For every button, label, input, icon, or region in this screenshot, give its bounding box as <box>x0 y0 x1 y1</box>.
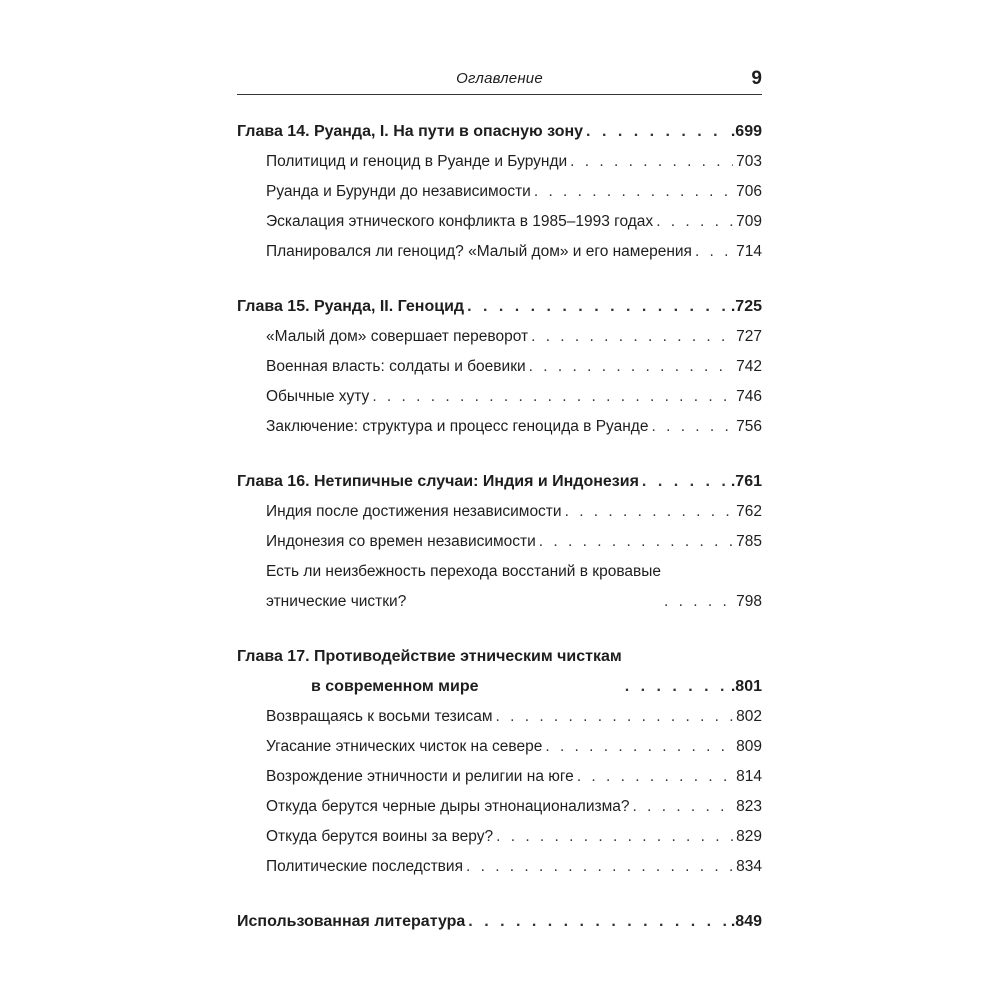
entry-title: Планировался ли геноцид? «Малый дом» и его намерения <box>266 243 692 260</box>
toc-entry[interactable] <box>237 177 762 207</box>
entry-page: 762 <box>736 503 762 520</box>
dot-leader <box>531 322 733 352</box>
entry-page: 834 <box>736 858 762 875</box>
toc-entry[interactable] <box>237 497 762 527</box>
entry-title: Эскалация этнического конфликта в 1985–1993 годах <box>266 213 654 230</box>
chapter-title-line1: Глава 17. Противодействие этническим чисткам <box>237 648 622 665</box>
entry-page: 829 <box>736 828 762 845</box>
entry-page: 809 <box>736 738 762 755</box>
dot-leader <box>466 852 733 882</box>
toc-entry[interactable] <box>237 762 762 792</box>
entry-title: Индия после достижения независимости <box>266 503 562 520</box>
dot-leader <box>468 907 728 937</box>
entry-page: 798 <box>736 593 762 610</box>
entry-page: 706 <box>736 183 762 200</box>
toc-entry[interactable] <box>237 557 762 617</box>
chapter-heading[interactable] <box>237 117 762 147</box>
running-title: Оглавление <box>456 70 543 87</box>
entry-title <box>266 557 661 617</box>
entry-title-line1: Есть ли неизбежность перехода восстаний в кровавые <box>266 563 661 580</box>
chapter-page: .849 <box>730 913 762 930</box>
chapter-page: .801 <box>730 678 762 695</box>
chapter-title: Глава 16. Нетипичные случаи: Индия и Индонезия <box>237 473 639 490</box>
entry-title: Угасание этнических чисток на севере <box>266 738 543 755</box>
chapter-title: Использованная литература <box>237 913 466 930</box>
entry-title: Индонезия со времен независимости <box>266 533 536 550</box>
toc-section-ch14 <box>237 117 762 267</box>
dot-leader <box>467 292 728 322</box>
dot-leader <box>642 467 728 497</box>
dot-leader <box>496 822 733 852</box>
chapter-page: .725 <box>730 298 762 315</box>
entry-page: 703 <box>736 153 762 170</box>
table-of-contents <box>237 117 762 962</box>
entry-page: 802 <box>736 708 762 725</box>
toc-entry[interactable] <box>237 322 762 352</box>
entry-title: Возрождение этничности и религии на юге <box>266 768 574 785</box>
toc-entry[interactable] <box>237 147 762 177</box>
entry-title: Возвращаясь к восьми тезисам <box>266 708 493 725</box>
dot-leader <box>534 177 733 207</box>
dot-leader <box>695 237 733 267</box>
dot-leader <box>632 792 733 822</box>
toc-entry[interactable] <box>237 207 762 237</box>
toc-entry[interactable] <box>237 382 762 412</box>
entry-title: Политические последствия <box>266 858 463 875</box>
entry-title: Откуда берутся черные дыры этнонационализма? <box>266 798 630 815</box>
chapter-page: .761 <box>730 473 762 490</box>
dot-leader <box>651 412 733 442</box>
chapter-page: .699 <box>730 123 762 140</box>
toc-entry[interactable] <box>237 792 762 822</box>
entry-title: Обычные хуту <box>266 388 370 405</box>
entry-title: Политицид и геноцид в Руанде и Бурунди <box>266 153 568 170</box>
dot-leader <box>656 207 733 237</box>
toc-entry[interactable] <box>237 527 762 557</box>
entry-page: 742 <box>736 358 762 375</box>
entry-title: Руанда и Бурунди до независимости <box>266 183 531 200</box>
entry-title: Откуда берутся воины за веру? <box>266 828 494 845</box>
dot-leader <box>539 527 733 557</box>
chapter-heading[interactable] <box>237 642 762 702</box>
toc-entry[interactable] <box>237 237 762 267</box>
chapter-title: Глава 15. Руанда, II. Геноцид <box>237 298 465 315</box>
chapter-heading[interactable] <box>237 467 762 497</box>
chapter-title: Глава 14. Руанда, I. На пути в опасную зону <box>237 123 584 140</box>
entry-title: Заключение: структура и процесс геноцида в Руанде <box>266 418 649 435</box>
entry-title: Военная власть: солдаты и боевики <box>266 358 526 375</box>
toc-section-ch15 <box>237 292 762 442</box>
dot-leader <box>545 732 733 762</box>
dot-leader <box>586 117 728 147</box>
dot-leader <box>565 497 734 527</box>
entry-title-line2: этнические чистки? <box>266 593 407 610</box>
dot-leader <box>372 382 733 412</box>
entry-page: 727 <box>736 328 762 345</box>
dot-leader <box>495 702 733 732</box>
toc-entry[interactable] <box>237 352 762 382</box>
toc-entry[interactable] <box>237 822 762 852</box>
entry-page: 785 <box>736 533 762 550</box>
page-header <box>237 68 762 95</box>
entry-page: 714 <box>736 243 762 260</box>
entry-page: 756 <box>736 418 762 435</box>
dot-leader <box>664 587 733 617</box>
toc-entry[interactable] <box>237 412 762 442</box>
toc-section-ch16 <box>237 467 762 617</box>
dot-leader <box>577 762 733 792</box>
page-number: 9 <box>751 68 762 89</box>
chapter-heading[interactable] <box>237 292 762 322</box>
entry-page: 814 <box>736 768 762 785</box>
chapter-title-line2: в современном мире <box>311 678 479 695</box>
toc-section-ch17 <box>237 642 762 882</box>
chapter-heading[interactable] <box>237 907 762 937</box>
entry-title: «Малый дом» совершает переворот <box>266 328 529 345</box>
chapter-title <box>237 642 622 702</box>
toc-entry[interactable] <box>237 732 762 762</box>
toc-entry[interactable] <box>237 702 762 732</box>
entry-page: 823 <box>736 798 762 815</box>
toc-entry[interactable] <box>237 852 762 882</box>
toc-section-bibliography <box>237 907 762 937</box>
dot-leader <box>570 147 733 177</box>
entry-page: 709 <box>736 213 762 230</box>
dot-leader <box>625 672 728 702</box>
dot-leader <box>529 352 733 382</box>
entry-page: 746 <box>736 388 762 405</box>
